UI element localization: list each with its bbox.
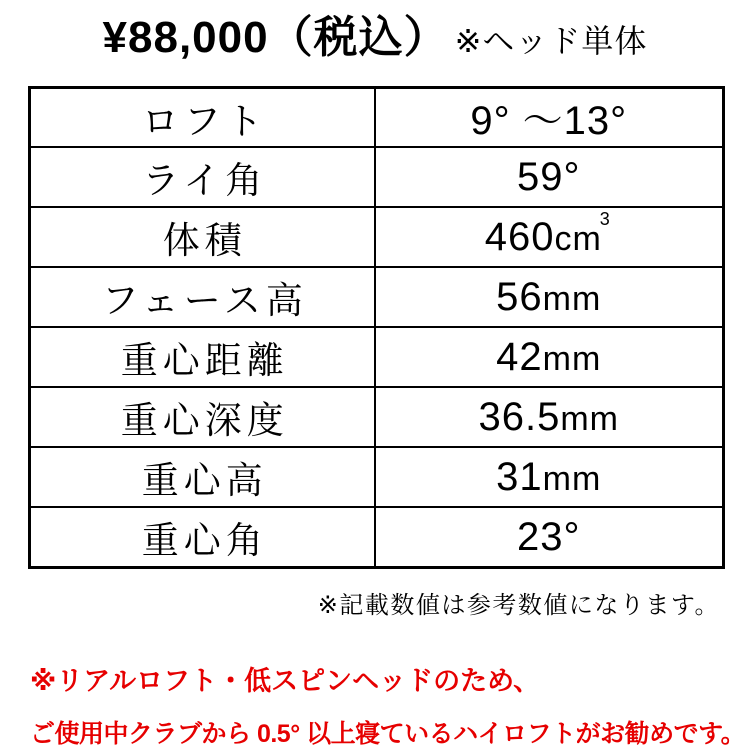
spec-value-cg-depth: 36.5mm — [375, 387, 724, 447]
price-text: ¥88,000（税込） — [102, 13, 449, 62]
loft-warning — [30, 659, 745, 750]
spec-label-lie-angle: ライ角 — [30, 147, 375, 207]
spec-value-face-height: 56mm — [375, 267, 724, 327]
spec-label-loft: ロフト — [30, 87, 375, 147]
table-row — [30, 267, 724, 327]
table-row — [30, 507, 724, 567]
spec-label-cg-depth: 重心深度 — [30, 387, 375, 447]
spec-value-cg-distance: 42mm — [375, 327, 724, 387]
head-only-note: ※ヘッド単体 — [454, 23, 648, 59]
spec-value-lie-angle: 59° — [375, 147, 724, 207]
table-row — [30, 87, 724, 147]
spec-label-cg-distance: 重心距離 — [30, 327, 375, 387]
spec-table — [28, 86, 725, 569]
table-row — [30, 387, 724, 447]
table-row — [30, 147, 724, 207]
table-row — [30, 207, 724, 267]
spec-sheet-page — [0, 12, 750, 750]
spec-value-volume: $460cm^3$ — [375, 207, 724, 267]
spec-label-cg-angle: 重心角 — [30, 507, 375, 567]
spec-value-cg-height: 31mm — [375, 447, 724, 507]
spec-value-cg-angle: 23° — [375, 507, 724, 567]
table-row — [30, 327, 724, 387]
reference-note: ※記載数値は参考数値になります。 — [317, 591, 720, 619]
spec-label-face-height: フェース高 — [30, 267, 375, 327]
spec-value-loft: 9° ～13° — [375, 87, 724, 147]
spec-label-cg-height: 重心高 — [30, 447, 375, 507]
page-title — [0, 12, 750, 65]
warning-line-2: ご使用中クラブから 0.5° 以上寝ているハイロフトがお勧めです。 — [30, 720, 746, 748]
table-row — [30, 447, 724, 507]
warning-line-1: ※リアルロフト・低スピンヘッドのため、 — [30, 666, 541, 696]
spec-label-volume: 体積 — [30, 207, 375, 267]
